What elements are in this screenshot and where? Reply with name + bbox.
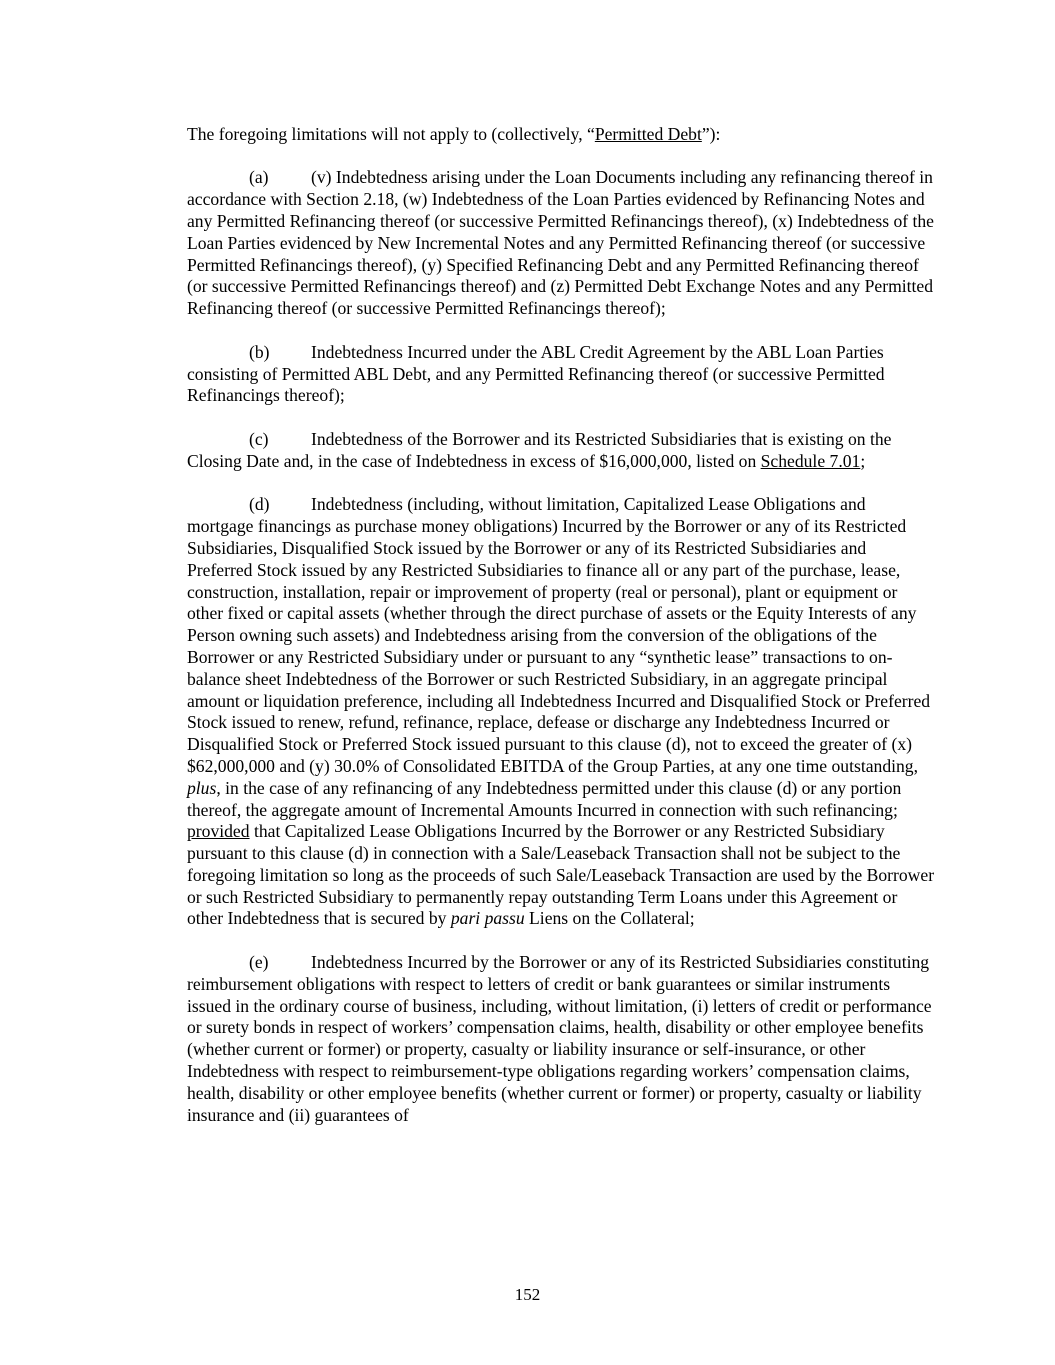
clause-d-text-1: Indebtedness (including, without limitation, Capitalized Lease Obligations and mortgage financings as purchase money obligations) Incurred by the Borrower or any of its Restricted Subsidiaries, Disqualified Stock issued by the Borrower or any of its Restricted Subsidiaries and Preferred Stock issued by any Restricted Subsidiaries to finance all or any part of the purchase, lease, construction, installation, repair or improvement of property (real or personal), plant or equipment or other fixed or capital assets (whether through the direct purchase of assets or the Equity Interests of any Person owning such assets) and Indebtedness arising from the conversion of the obligations of the Borrower or any Restricted Subsidiary under or pursuant to any “synthetic lease” transactions to on-balance sheet Indebtedness of the Borrower or such Restricted Subsidiary, in an aggregate principal amount or liquidation preference, including all Indebtedness Incurred and Disqualified Stock or Preferred Stock issued to renew, refund, refinance, replace, defease or discharge any Indebtedness Incurred or Disqualified Stock or Preferred Stock issued pursuant to this clause (d), not to exceed the greater of (x) $62,000,000 and (y) 30.0% of Consolidated EBITDA of the Group Parties, at any one time outstanding,	[187, 494, 931, 776]
clause-d-text-4: Liens on the Collateral;	[524, 908, 695, 929]
clause-c-end: ;	[860, 450, 866, 471]
clause-e-text: Indebtedness Incurred by the Borrower or any of its Restricted Subsidiaries constituting reimbursement obligations with respect to letters of credit or bank guarantees or similar instruments issued in the ordinary course of business, including, without limitation, (i) letters of credit or performance or surety bonds in respect of workers’ compensation claims, health, disability or other employee benefits (whether current or former) or property, casualty or liability insurance or self-insurance, or other Indebtedness with respect to reimbursement-type obligations regarding workers’ compensation claims, health, disability or other employee benefits (whether current or former) or property, casualty or liability insurance and (ii) guarantees of	[187, 952, 932, 1125]
clause-b-label: (b)	[249, 341, 270, 362]
intro-paragraph	[187, 124, 935, 146]
clause-a	[187, 167, 935, 320]
clause-d-label: (d)	[249, 494, 270, 515]
provided-term: provided	[187, 821, 250, 842]
intro-text-end: ”):	[701, 124, 721, 144]
page-number: 152	[514, 1285, 541, 1304]
permitted-debt-term: Permitted Debt	[594, 124, 702, 144]
clause-a-label: (a)	[249, 167, 269, 188]
intro-text: The foregoing limitations will not apply to (collectively, “	[187, 124, 595, 144]
clause-c-text: Indebtedness of the Borrower and its Restricted Subsidiaries that is existing on the Closing Date and, in the case of Indebtedness in excess of $16,000,000, listed on	[187, 428, 892, 471]
clause-b-text: Indebtedness Incurred under the ABL Credit Agreement by the ABL Loan Parties consisting of Permitted ABL Debt, and any Permitted Refinancing thereof (or successive Permitted Refinancings thereof);	[187, 341, 885, 406]
clause-d-text-2: , in the case of any refinancing of any Indebtedness permitted under this clause (d) or any portion thereof, the aggregate amount of Incremental Amounts Incurred in connection with such refinancing;	[187, 777, 902, 820]
clause-e	[187, 952, 935, 1126]
clause-c-label: (c)	[249, 428, 269, 449]
clause-e-label: (e)	[249, 952, 269, 973]
plus-term: plus	[187, 777, 217, 798]
clause-d-text-3: that Capitalized Lease Obligations Incurred by the Borrower or any Restricted Subsidiary pursuant to this clause (d) in connection with a Sale/Leaseback Transaction shall not be subject to the foregoing limitation so long as the proceeds of such Sale/Leaseback Transaction are used by the Borrower or such Restricted Subsidiary to permanently repay outstanding Term Loans under this Agreement or other Indebtedness that is secured by	[187, 821, 935, 929]
clause-a-text: (v) Indebtedness arising under the Loan Documents including any refinancing thereof in accordance with Section 2.18, (w) Indebtedness of the Loan Parties evidenced by Refinancing Notes and any Permitted Refinancing thereof (or successive Permitted Refinancings thereof), (x) Indebtedness of the Loan Parties evidenced by New Incremental Notes and any Permitted Refinancing thereof (or successive Permitted Refinancings thereof), (y) Specified Refinancing Debt and any Permitted Refinancing thereof (or successive Permitted Refinancings thereof) and (z) Permitted Debt Exchange Notes and any Permitted Refinancing thereof (or successive Permitted Refinancings thereof);	[187, 167, 934, 319]
schedule-reference: Schedule 7.01	[760, 450, 861, 471]
clause-c	[187, 429, 935, 473]
clause-b	[187, 342, 935, 407]
document-body	[187, 124, 935, 1148]
clause-d	[187, 494, 935, 930]
pari-passu-term: pari passu	[450, 908, 525, 929]
